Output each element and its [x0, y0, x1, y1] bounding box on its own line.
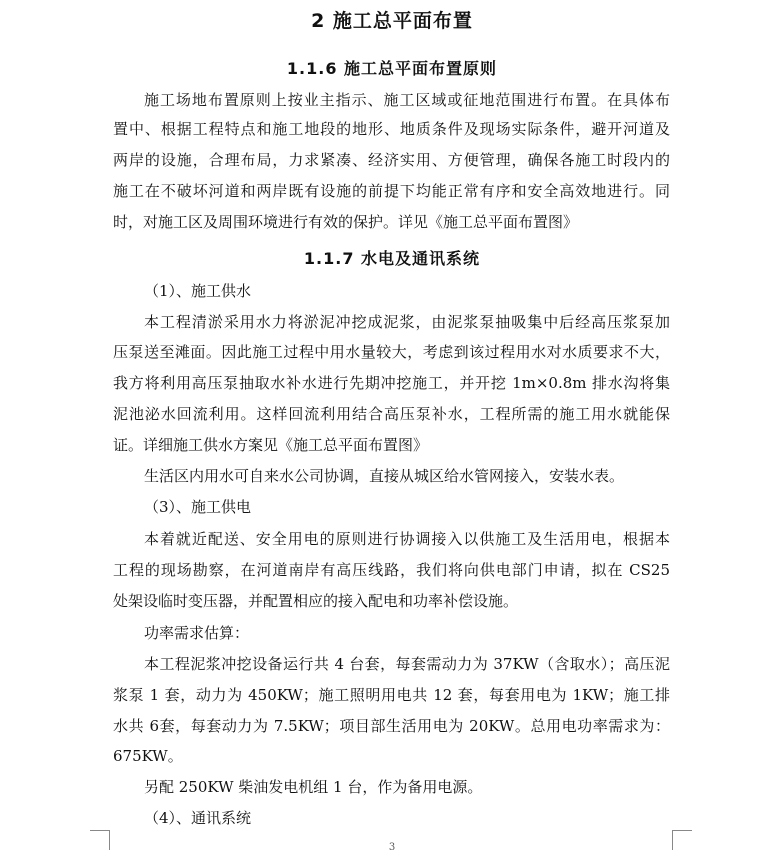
paragraph-line: 水共 6套，每套动力为 7.5KW；项目部生活用电为 20KW。总用电功率需求为： — [113, 717, 670, 735]
paragraph-line: 本着就近配送、安全用电的原则进行协调接入以供施工及生活用电，根据本 — [144, 530, 670, 548]
subheading-communication: （4）、通讯系统 — [144, 809, 252, 827]
section-title-layout-principles: 1.1.6 施工总平面布置原则 — [286, 59, 498, 78]
subheading-water-supply: （1）、施工供水 — [144, 282, 252, 300]
paragraph-line: 压泵送至滩面。因此施工过程中用水量较大，考虑到该过程用水对水质要求不大， — [113, 343, 670, 361]
paragraph-line: 我方将利用高压泵抽取水补水进行先期冲挖施工，并开挖 1m×0.8m 排水沟将集 — [113, 374, 670, 392]
paragraph-line: 工程的现场勘察，在河道南岸有高压线路，我们将向供电部门申请，拟在 CS25 — [113, 561, 670, 579]
paragraph-line: 另配 250KW 柴油发电机组 1 台，作为备用电源。 — [144, 778, 483, 796]
paragraph-line: 675KW。 — [113, 747, 183, 765]
paragraph-line: 时，对施工区及周围环境进行有效的保护。详见《施工总平面布置图》 — [113, 213, 579, 231]
page-corner-mark — [672, 830, 692, 831]
page-number: 3 — [388, 842, 396, 853]
paragraph-line: 证。详细施工供水方案见《施工总平面布置图》 — [113, 436, 429, 454]
paragraph-line: 本工程清淤采用水力将淤泥冲挖成泥浆，由泥浆泵抽吸集中后经高压浆泵加 — [144, 313, 670, 331]
power-estimate-label: 功率需求估算： — [144, 624, 250, 642]
paragraph-line: 置中、根据工程特点和施工地段的地形、地质条件及现场实际条件，避开河道及 — [113, 120, 670, 138]
paragraph-line: 施工在不破坏河道和两岸既有设施的前提下均能正常有序和安全高效地进行。同 — [113, 182, 670, 200]
chapter-heading: 2 施工总平面布置 — [311, 10, 473, 32]
paragraph-line: 生活区内用水可自来水公司协调，直接从城区给水管网接入，安装水表。 — [144, 467, 625, 485]
paragraph-line: 施工场地布置原则上按业主指示、施工区域或征地范围进行布置。在具体布 — [144, 91, 670, 109]
paragraph-line: 本工程泥浆冲挖设备运行共 4 台套，每套需动力为 37KW（含取水）；高压泥 — [144, 655, 670, 673]
subheading-power-supply: （3）、施工供电 — [144, 498, 252, 516]
paragraph-line: 两岸的设施，合理布局，力求紧凑、经济实用、方便管理，确保各施工时段内的 — [113, 151, 670, 169]
paragraph-line: 泥池泌水回流利用。这样回流利用结合高压泵补水，工程所需的施工用水就能保 — [113, 405, 670, 423]
paragraph-line: 浆泵 1 套，动力为 450KW；施工照明用电共 12 套，每套用电为 1KW；施工排 — [113, 686, 670, 704]
paragraph-line: 处架设临时变压器，并配置相应的接入配电和功率补偿设施。 — [113, 592, 519, 610]
page-corner-mark — [90, 830, 110, 831]
section-title-utilities: 1.1.7 水电及通讯系统 — [303, 249, 481, 268]
